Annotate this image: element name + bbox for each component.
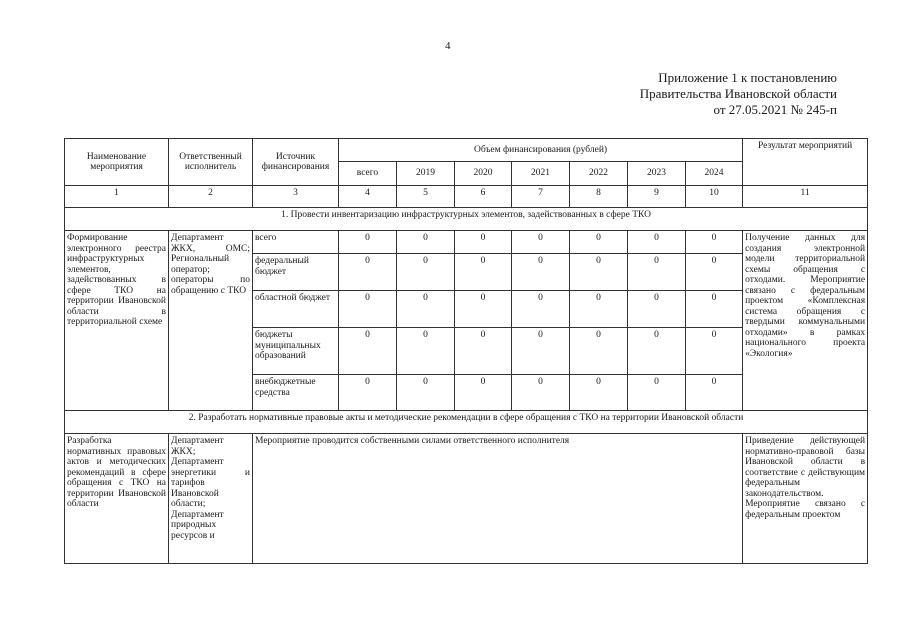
value-cell: 0 [628, 328, 686, 375]
section-1-executor: Департамент ЖКХ, ОМС; Региональный оператор; операторы по обращению с ТКО [169, 231, 253, 411]
value-cell: 0 [339, 375, 397, 411]
value-cell: 0 [455, 254, 512, 291]
value-cell: 0 [686, 375, 743, 411]
header-name: Наименование мероприятия [65, 139, 169, 186]
appendix-line-2: Правительства Ивановской области [639, 86, 837, 101]
appendix-line-3: от 27.05.2021 № 245-п [713, 102, 837, 117]
source-cell: всего [253, 231, 339, 254]
value-cell: 0 [628, 291, 686, 328]
col-number: 10 [686, 186, 743, 208]
col-number: 4 [339, 186, 397, 208]
value-cell: 0 [339, 254, 397, 291]
value-cell: 0 [397, 291, 455, 328]
page-number: 4 [445, 40, 451, 52]
col-number: 5 [397, 186, 455, 208]
source-cell: бюджеты муниципальных образований [253, 328, 339, 375]
section-2-title: 2. Разработать нормативные правовые акты и методические рекомендации в сфере обращения с ТКО на территории Ивановской области [65, 411, 868, 434]
col-number: 2 [169, 186, 253, 208]
col-number: 9 [628, 186, 686, 208]
header-year-2022: 2022 [570, 162, 628, 186]
value-cell: 0 [512, 291, 570, 328]
value-cell: 0 [570, 231, 628, 254]
appendix-line-1: Приложение 1 к постановлению [658, 70, 837, 85]
value-cell: 0 [570, 291, 628, 328]
value-cell: 0 [570, 254, 628, 291]
header-source: Источник финансирования [253, 139, 339, 186]
value-cell: 0 [455, 291, 512, 328]
source-cell: федеральный бюджет [253, 254, 339, 291]
col-number: 8 [570, 186, 628, 208]
section-1-result: Получение данных для создания электронной модели территориальной схемы обращения с отходами. Мероприятие связано с федеральным проектом «Комплексная система обращения с твердыми коммунальными отходами» в рамках национального проекта «Экология» [743, 231, 868, 411]
section-1-activity: Формирование электронного реестра инфраструктурных элементов, задействованных в сфере ТКО на территории Ивановской области в территориальной схеме [65, 231, 169, 411]
source-cell: внебюджетные средства [253, 375, 339, 411]
header-year-2019: 2019 [397, 162, 455, 186]
section-1-title: 1. Провести инвентаризацию инфраструктурных элементов, задействованных в сфере ТКО [65, 208, 868, 231]
value-cell: 0 [397, 328, 455, 375]
value-cell: 0 [339, 231, 397, 254]
value-cell: 0 [455, 231, 512, 254]
value-cell: 0 [628, 231, 686, 254]
appendix-header [640, 70, 837, 118]
header-result: Результат мероприятий [743, 139, 868, 186]
value-cell: 0 [686, 254, 743, 291]
value-cell: 0 [628, 254, 686, 291]
value-cell: 0 [455, 328, 512, 375]
col-number: 11 [743, 186, 868, 208]
col-number: 7 [512, 186, 570, 208]
value-cell: 0 [397, 254, 455, 291]
financing-table [64, 138, 868, 564]
value-cell: 0 [455, 375, 512, 411]
value-cell: 0 [397, 375, 455, 411]
header-financing: Объем финансирования (рублей) [339, 139, 743, 162]
col-number: 3 [253, 186, 339, 208]
value-cell: 0 [628, 375, 686, 411]
header-total: всего [339, 162, 397, 186]
value-cell: 0 [686, 291, 743, 328]
value-cell: 0 [512, 375, 570, 411]
section-2-note: Мероприятие проводится собственными силами ответственного исполнителя [253, 434, 743, 564]
value-cell: 0 [397, 231, 455, 254]
value-cell: 0 [512, 231, 570, 254]
value-cell: 0 [686, 328, 743, 375]
value-cell: 0 [512, 254, 570, 291]
value-cell: 0 [339, 328, 397, 375]
header-year-2024: 2024 [686, 162, 743, 186]
value-cell: 0 [570, 328, 628, 375]
header-year-2021: 2021 [512, 162, 570, 186]
header-year-2020: 2020 [455, 162, 512, 186]
header-executor: Ответственный исполнитель [169, 139, 253, 186]
section-2-executor: Департамент ЖКХ; Департамент энергетики и тарифов Ивановской области; Департамент природных ресурсов и [169, 434, 253, 564]
col-number: 6 [455, 186, 512, 208]
value-cell: 0 [339, 291, 397, 328]
value-cell: 0 [512, 328, 570, 375]
section-2-activity: Разработка нормативных правовых актов и методических рекомендаций в сфере обращения с ТКО на территории Ивановской области [65, 434, 169, 564]
header-year-2023: 2023 [628, 162, 686, 186]
value-cell: 0 [686, 231, 743, 254]
section-2-result: Приведение действующей нормативно-правовой базы Ивановской области в соответствие с действующим федеральным законодательством. Мероприятие связано с федеральным проектом [743, 434, 868, 564]
source-cell: областной бюджет [253, 291, 339, 328]
col-number: 1 [65, 186, 169, 208]
value-cell: 0 [570, 375, 628, 411]
